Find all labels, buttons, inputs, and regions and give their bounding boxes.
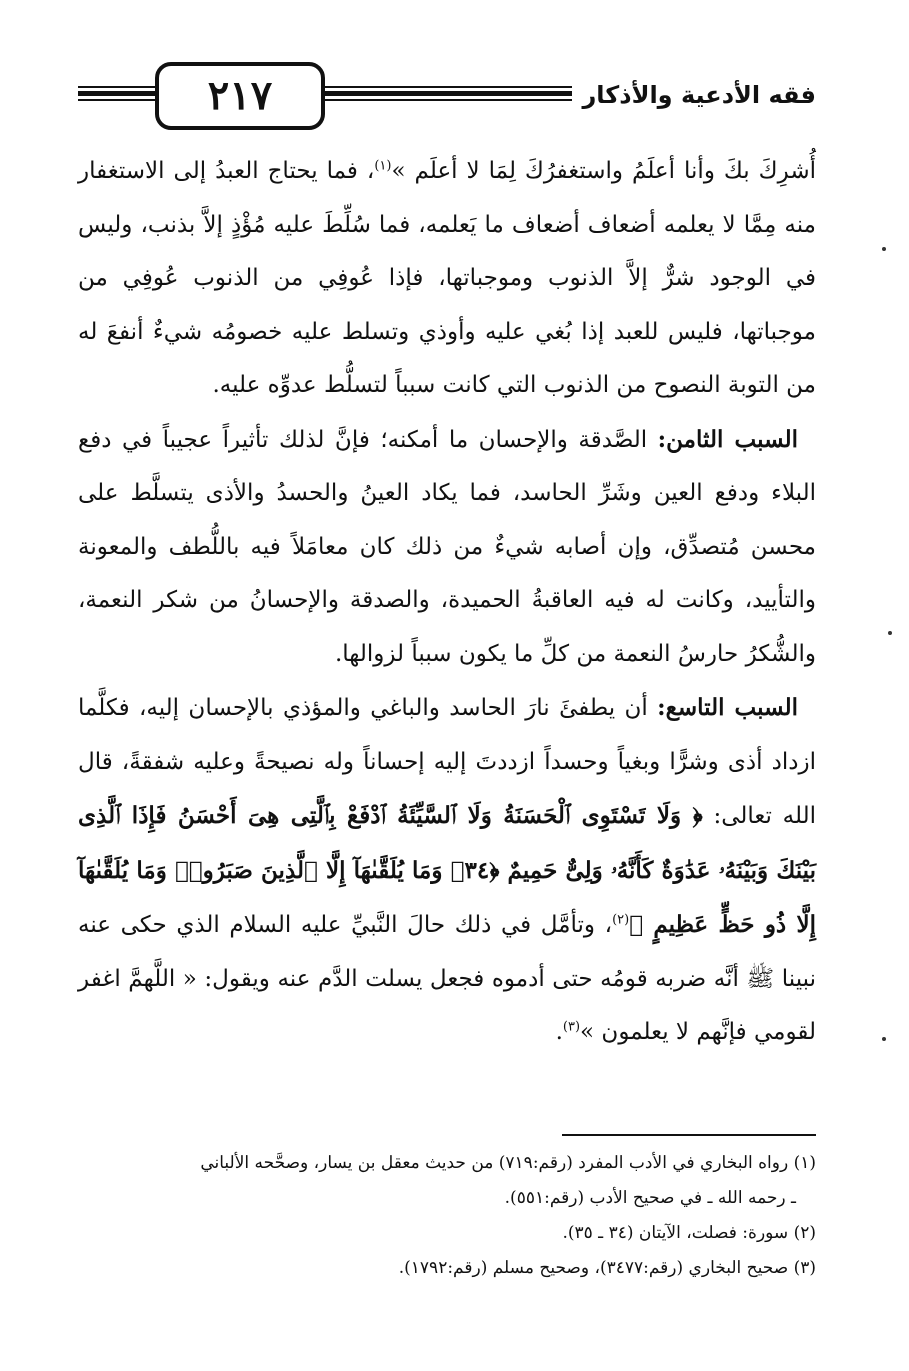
paragraph-eighth-reason [78, 413, 816, 682]
scan-mark [882, 247, 886, 251]
footnote-ref-3: (٣) [562, 1019, 581, 1035]
footnote-ref-2: (٢) [612, 912, 630, 928]
scan-mark [882, 1037, 886, 1041]
page-number: ٢١٧ [155, 62, 325, 130]
scan-mark [888, 631, 892, 635]
footnote-ref-1: (١) [374, 158, 392, 174]
ninth-reason-text: أن يطفئَ نارَ الحاسد والباغي والمؤذي بالإحسان إليه، فكلَّما ازداد أذى وشرًّا وبغياً وحسداً ازددتَ إليه إحساناً وله نصيحةً وعليه شفقةً، قال الله تعالى: [78, 695, 817, 829]
ninth-reason-end: . [555, 1019, 563, 1045]
quran-verse: ﴿ وَلَا تَسْتَوِى ٱلْحَسَنَةُ وَلَا ٱلسَّيِّئَةُ ٱدْفَعْ بِٱلَّتِى هِىَ أَحْسَنُ فَإِذَا ٱلَّذِى بَيْنَكَ وَبَيْنَهُۥ عَدَٰوَةٌ كَأَنَّهُۥ وَلِىٌّ حَمِيمٌ ﴿٣٤﴾ وَمَا يُلَقَّىٰهَآ إِلَّا ٱلَّذِينَ صَبَرُوا۟ وَمَا يُلَقَّىٰهَآ إِلَّا ذُو حَظٍّ عَظِيمٍ ﴾ [78, 802, 816, 938]
p1-text: أُشرِكَ بكَ وأنا أعلَمُ واستغفرُكَ لِمَا لا أعلَم » [391, 158, 816, 184]
eighth-reason-text: الصَّدقة والإحسان ما أمكنه؛ فإنَّ لذلك تأثيراً عجيباً في دفع البلاء ودفع العين وشَرِّ الحاسد، فما يكاد العينُ والحسدُ والأذى يتسلَّط على محسن مُتصدِّق، وإن أصابه شيءٌ من ذلك كان معامَلاً فيه باللُّطف والمعونة والتأييد، وكانت له فيه العاقبةُ الحميدة، والصدقة والإحسانُ من شكر النعمة، والشُّكرُ حارسُ النعمة من كلِّ ما يكون سبباً لزوالها. [78, 426, 816, 667]
ninth-reason-rest: ، وتأمَّل في ذلك حالَ النَّبيِّ عليه السلام الذي حكى عنه نبينا ﷺ أنَّه ضربه قومُه حتى أدموه فجعل يسلت الدَّم عنه ويقول: « اللَّهمَّ اغفر لقومي فإنَّهم لا يعلمون » [78, 912, 816, 1045]
footnote-2: (٢) سورة: فصلت، الآيتان (٣٤ ـ ٣٥). [562, 1223, 816, 1243]
ninth-reason-label: السبب التاسع: [657, 694, 798, 721]
footnote-separator [562, 1134, 816, 1136]
book-title: فقه الأدعية والأذكار [572, 78, 816, 112]
paragraph-ninth-reason [78, 681, 816, 1060]
page-header [78, 62, 816, 132]
eighth-reason-label: السبب الثامن: [657, 425, 798, 453]
main-text [78, 145, 816, 1060]
footnote-3: (٣) صحيح البخاري (رقم:٣٤٧٧)، وصحيح مسلم (رقم:١٧٩٢). [398, 1258, 816, 1278]
footnote-1-continuation: ـ رحمه الله ـ في صحيح الأدب (رقم:٥٥١). [504, 1188, 796, 1208]
p1-rest: ، فما يحتاج العبدُ إلى الاستغفار منه مِمَّا لا يعلمه أضعاف أضعاف ما يَعلمه، فما سُلِّطَ عليه مُؤْذٍ إلاَّ بذنب، وليس في الوجود شرٌّ إلاَّ الذنوب وموجباتها، فإذا عُوفِي من الذنوب عُوفِي من موجباتها، فليس للعبد إذا بُغي عليه وأوذي وتسلط عليه خصومُه شيءٌ أنفعَ له من التوبة النصوح من الذنوب التي كانت سبباً لتسلُّط عدوِّه عليه. [78, 158, 816, 398]
paragraph-1 [78, 145, 816, 413]
footnotes [64, 1146, 816, 1286]
footnote-1: (١) رواه البخاري في الأدب المفرد (رقم:٧١٩) من حديث معقل بن يسار، وصحَّحه الألباني [200, 1153, 816, 1173]
